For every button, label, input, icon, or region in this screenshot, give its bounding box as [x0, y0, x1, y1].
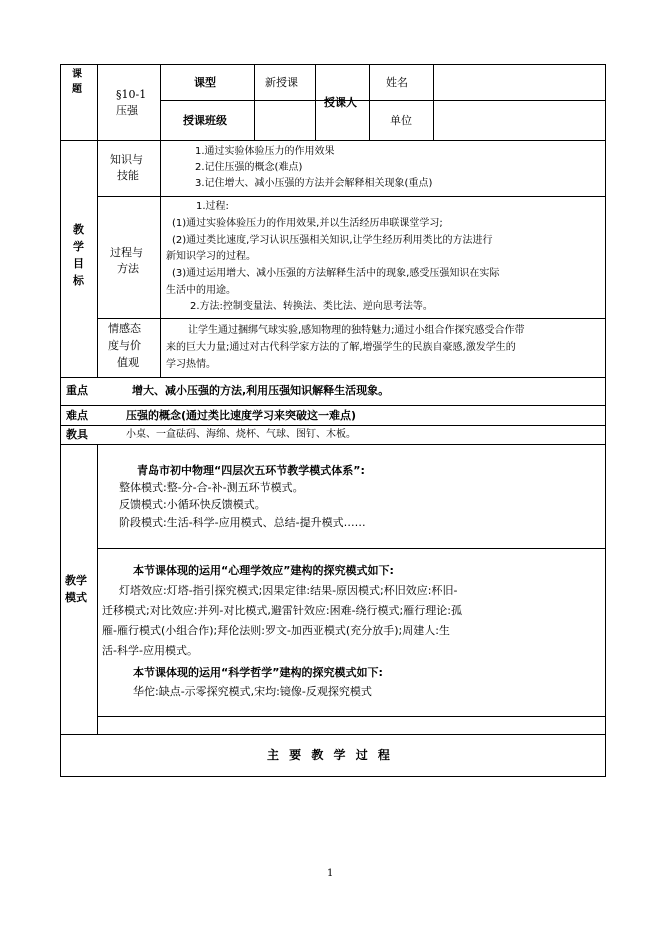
emotion-line: 来的巨大力量;通过对古代科学家方法的了解,增强学生的民族自豪感,激发学生的	[166, 342, 516, 353]
process-line: 2.方法:控制变量法、转换法、类比法、逆向思考法等。	[190, 301, 433, 312]
model-inner-divider	[97, 548, 606, 549]
psychology-heading: 本节课体现的运用“心理学效应”建构的探究模式如下:	[133, 564, 394, 577]
model-label-1: 教学	[65, 574, 87, 587]
model-line: 整体模式:整-分-合-补-测五环节模式。	[119, 481, 304, 494]
process-label-1: 过程与	[110, 246, 143, 259]
emotion-label-2: 度与价	[108, 339, 141, 352]
lesson-type-value: 新授课	[265, 76, 298, 89]
philosophy-line: 华佗:缺点-示零探究模式,宋均:镜像-反观探究模式	[133, 685, 372, 698]
model-label-2: 模式	[65, 591, 87, 604]
psychology-line: 灯塔效应:灯塔-指引探究模式;因果定律:结果-原因模式;杯旧效应:杯旧-	[119, 584, 458, 597]
table-border-right	[605, 64, 606, 777]
header-col-1	[97, 64, 98, 141]
psychology-line: 迁移模式;对比效应:并列-对比模式,避雷针效应:困难-绕行模式;雁行理论:孤	[102, 604, 462, 617]
model-heading: 青岛市初中物理“四层次五环节教学模式体系”:	[137, 464, 365, 477]
page-number: 1	[327, 868, 334, 879]
header-col-2	[160, 64, 161, 141]
process-bottom-line	[97, 318, 606, 319]
header-col-4	[315, 64, 316, 141]
psychology-line: 活-科学-应用模式。	[102, 644, 198, 657]
goals-col-2	[160, 140, 161, 378]
process-title: 主 要 教 学 过 程	[267, 748, 393, 762]
goals-bottom-line	[60, 377, 606, 378]
goals-label-4: 标	[73, 274, 84, 287]
process-line: 新知识学习的过程。	[166, 251, 256, 262]
process-line: (2)通过类比速度,学习认识压强相关知识,让学生经历利用类比的方法进行	[172, 235, 493, 246]
lesson-type-label: 课型	[194, 76, 216, 89]
focus-bottom-line	[60, 405, 606, 406]
subject-label-2: 题	[72, 84, 82, 95]
model-col-1	[97, 444, 98, 735]
emotion-label-1: 情感态	[108, 322, 141, 335]
focus-label: 重点	[66, 384, 88, 397]
header-bottom-line	[60, 140, 606, 141]
teacher-label: 授课人	[324, 96, 357, 109]
model-line: 阶段模式:生活-科学-应用模式、总结-提升模式……	[119, 516, 366, 529]
goals-label-2: 学	[73, 240, 84, 253]
knowledge-bottom-line	[97, 196, 606, 197]
process-label-2: 方法	[117, 262, 139, 275]
process-line: 生活中的用途。	[166, 285, 236, 296]
goals-label-3: 目	[73, 257, 84, 270]
header-col-5	[369, 64, 370, 141]
header-col-3	[254, 64, 255, 141]
knowledge-label-1: 知识与	[110, 153, 143, 166]
model-bottom-line	[60, 734, 606, 735]
subject-label-1: 课	[72, 69, 82, 80]
table-border-bottom	[60, 776, 606, 777]
unit-label: 单位	[390, 114, 412, 127]
model-line: 反馈模式:小循环快反馈模式。	[119, 498, 266, 511]
header-col-6	[433, 64, 434, 141]
goals-label-1: 教	[73, 223, 84, 236]
table-border-top	[60, 64, 606, 65]
philosophy-heading: 本节课体现的运用“科学哲学”建构的探究模式如下:	[133, 666, 383, 679]
class-label: 授课班级	[183, 114, 227, 127]
tools-text: 小桌、一盒砝码、海绵、烧杯、气球、图钉、木板。	[126, 429, 356, 440]
tools-bottom-line	[60, 444, 606, 445]
knowledge-label-2: 技能	[117, 169, 139, 182]
emotion-line: 让学生通过捆绑气球实验,感知物理的独特魅力;通过小组合作探究感受合作带	[188, 325, 525, 336]
table-border-left	[60, 64, 61, 777]
process-line: (1)通过实验体验压力的作用效果,并以生活经历串联课堂学习;	[172, 218, 443, 229]
model-inner-bottom	[97, 716, 606, 717]
psychology-line: 雁-雁行模式(小组合作);拜伦法则:罗文-加西亚模式(充分放手);周建人:生	[102, 624, 450, 637]
knowledge-item: 1.通过实验体验压力的作用效果	[195, 146, 335, 157]
focus-text: 增大、减小压强的方法,利用压强知识解释生活现象。	[132, 384, 390, 397]
difficulty-bottom-line	[60, 425, 606, 426]
process-line: (3)通过运用增大、减小压强的方法解释生活中的现象,感受压强知识在实际	[172, 268, 500, 279]
subject-title: 压强	[116, 104, 138, 117]
emotion-label-3: 值观	[117, 356, 139, 369]
goals-col-1	[97, 140, 98, 378]
difficulty-text: 压强的概念(通过类比速度学习来突破这一难点)	[126, 409, 357, 422]
tools-label: 教具	[66, 428, 88, 441]
name-label: 姓名	[386, 76, 408, 89]
knowledge-item: 3.记住增大、减小压强的方法并会解释相关现象(重点)	[195, 178, 433, 189]
process-line: 1.过程:	[196, 201, 229, 212]
emotion-line: 学习热情。	[166, 359, 216, 370]
knowledge-item: 2.记住压强的概念(难点)	[195, 162, 303, 173]
subject-code: §10-1	[116, 88, 147, 101]
header-row-divider	[160, 100, 606, 101]
difficulty-label: 难点	[66, 409, 88, 422]
